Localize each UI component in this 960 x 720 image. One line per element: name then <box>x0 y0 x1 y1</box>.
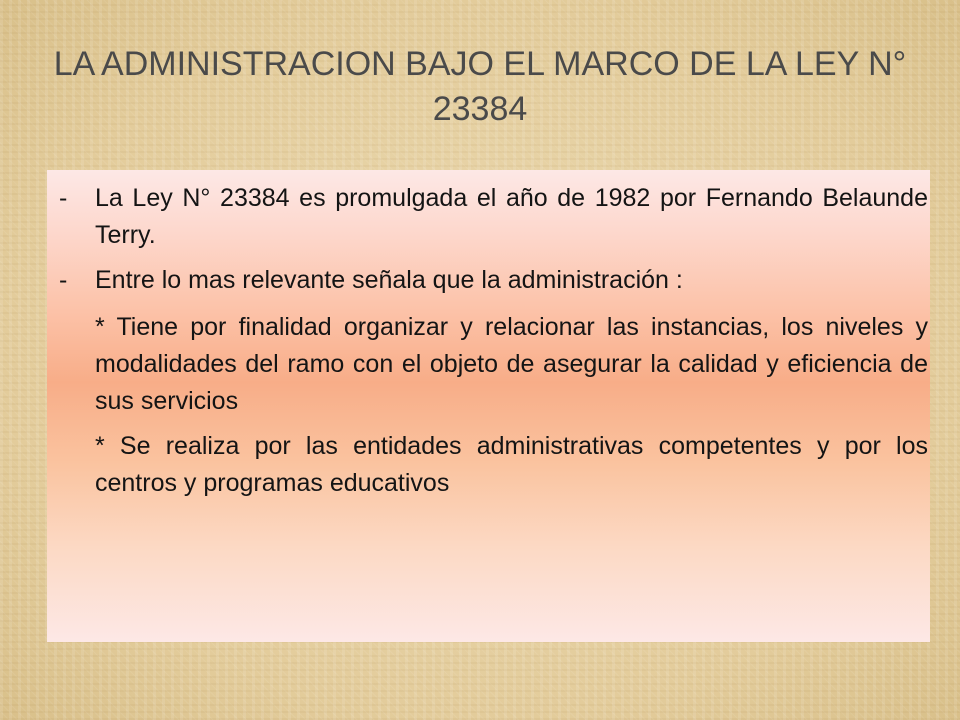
bullet-text: Entre lo mas relevante señala que la administración : <box>95 266 683 294</box>
sub-point: * Se realiza por las entidades administrativas competentes y por los centros y programas educativos <box>95 432 928 497</box>
bullet-text: La Ley N° 23384 es promulgada el año de 1982 por Fernando Belaunde Terry. <box>95 184 928 249</box>
sub-point: * Tiene por finalidad organizar y relacionar las instancias, los niveles y modalidades del ramo con el objeto de asegurar la calidad y eficiencia de sus servicios <box>95 313 928 415</box>
content-box <box>47 170 930 642</box>
bullet-item <box>59 180 928 254</box>
bullet-dash: - <box>59 266 68 294</box>
bullet-item <box>59 262 928 299</box>
bullet-dash: - <box>59 184 68 212</box>
slide-title: LA ADMINISTRACION BAJO EL MARCO DE LA LEY N° 23384 <box>53 45 907 128</box>
